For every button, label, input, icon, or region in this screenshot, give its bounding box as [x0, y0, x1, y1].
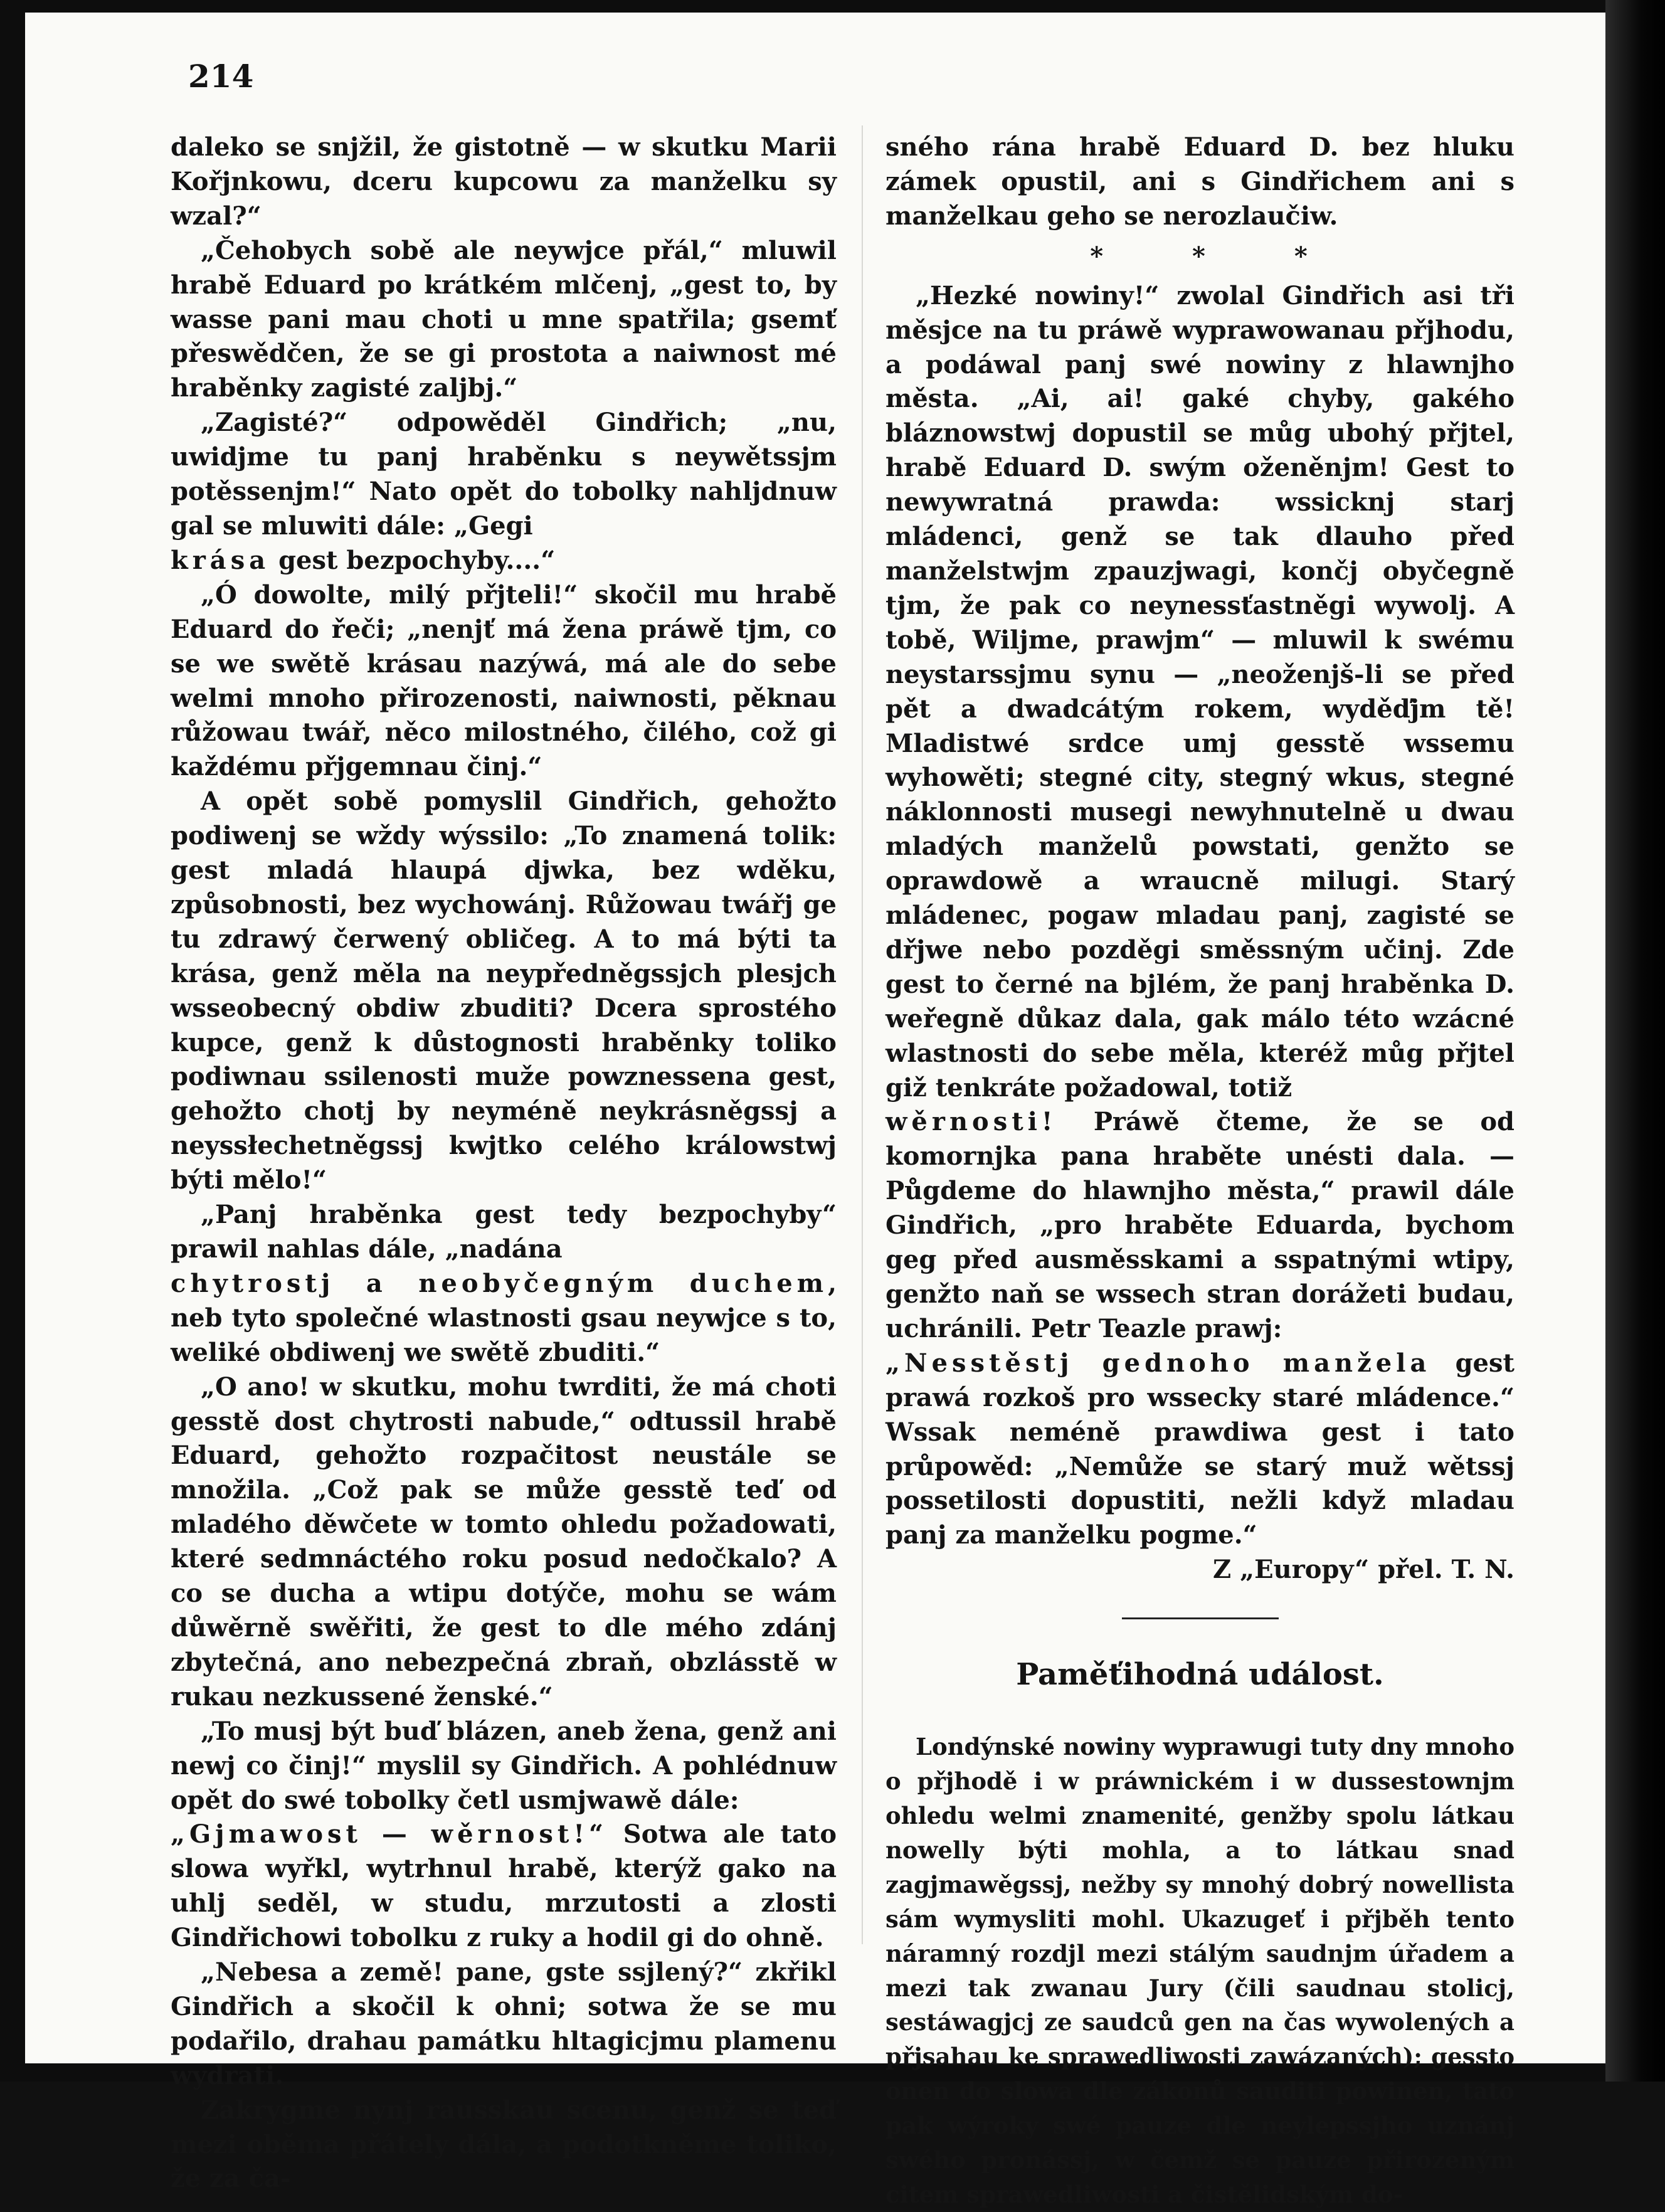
page-number: 214 — [188, 58, 254, 95]
paragraph — [885, 130, 1514, 234]
paragraph-text: Zakrygme nynj rausskau scenu, genž se teď mezi oběma přátely dála, a podotkněme toliko, že za ča- — [171, 2095, 837, 2194]
left-column — [171, 130, 837, 2196]
paragraph — [171, 1818, 837, 1955]
paragraph — [171, 234, 837, 406]
spaced-emphasis: „Nesstěstj gednoho manžela — [885, 1348, 1431, 1378]
right-column-body — [885, 130, 1514, 234]
right-column-continued — [885, 279, 1514, 1553]
spaced-emphasis: krása — [171, 545, 270, 575]
paragraph — [171, 1198, 837, 1267]
spaced-emphasis: chytrostj a neobyčegným duchem — [171, 1268, 828, 1298]
paragraph-text: Sotwa ale tato slowa wyřkl, wytrhnul hrabě, kterýž gako na uhlj seděl, w studu, mrzutosti a zlosti Gindřichowi tobolku z ruky a hodil gi do ohně. — [171, 1819, 837, 1953]
column-divider — [862, 125, 863, 1944]
paragraph — [171, 544, 837, 578]
paragraph-text: A opět sobě pomyslil Gindřich, gehožto podiwenj se wždy wýssilo: „To znamená tolik: gest mladá hlaupá djwka, bez wděku, způsobnosti, bez wychowánj. Růžowau twářj ge tu zdrawý čerwený obličeg. A to má býti ta krása, genž měla na neypředněgssjch plesjch wsseobecný obdiw zbuditi? Dcera sprostého kupce, genž k důstognosti hraběnky toliko podiwnau ssilenosti muže powznessena gest, gehožto chotj by neyméně neykrásněgssj a neyssłechetněgssj kwjtko celého králowstwj býti mělo!“ — [171, 786, 837, 1195]
paragraph — [171, 1715, 837, 1818]
paragraph — [171, 785, 837, 1198]
paragraph-text: „Nebesa a země! pane, gste ssjlený?“ zkřikl Gindřich a skočil k ohni; sotwa že se mu podařilo, drahau památku hltagicjmu plamenu wydrati. — [171, 1957, 837, 2090]
paragraph — [171, 1370, 837, 1715]
article-signature: Z „Europy“ přel. T. N. — [1213, 1555, 1514, 1585]
paragraph — [171, 1955, 837, 2093]
paragraph — [171, 578, 837, 785]
paragraph-text: sného rána hrabě Eduard D. bez hluku zámek opustil, ani s Gindřichem ani s manželkau geho se nerozlaučiw. — [885, 132, 1514, 231]
paragraph — [885, 1105, 1514, 1346]
paragraph — [171, 130, 837, 234]
paragraph — [171, 406, 837, 544]
paragraph-text: „Panj hraběnka gest tedy bezpochyby“ prawil nahlas dále, „nadána — [171, 1200, 837, 1264]
section-separator-stars: * * * — [1090, 241, 1348, 271]
section-rule — [1122, 1617, 1279, 1619]
paragraph-text: daleko se snjžil, že gistotně — w skutku Marii Kořjnkowu, dceru kupcowu za manželku sy wzal?“ — [171, 132, 837, 231]
paragraph-text: „Zagisté?“ odpowěděl Gindřich; „nu, uwidjme tu panj hraběnku s neywětssjm potěssenjm!“ Nato opět do tobolky nahljdnuw gal se mluwiti dále: „Gegi — [171, 408, 837, 541]
paragraph-text: „Čehobych sobě ale neywjce přál,“ mluwil hrabě Eduard po krátkém mlčenj, „gest to, by wasse pani mau choti u mne spatřila; gsemť přeswědčen, že se gi prostota a naiwnost mé hraběnky zagisté zaljbj.“ — [171, 235, 837, 403]
paragraph-text: „To musj být buď blázen, aneb žena, genž ani newj co činj!“ myslil sy Gindřich. A pohlédnuw opět do swé tobolky četl usmjwawě dále: — [171, 1716, 837, 1815]
paragraph-text: gest prawá rozkoš pro wssecky staré mládence.“ Wssak neméně prawdiwa gest i tato průpowěd: „Nemůže se starý muž wětssj possetilosti dopustiti, nežli když mladau panj za manželku pogme.“ — [885, 1348, 1514, 1550]
paragraph — [171, 1267, 837, 1370]
spaced-emphasis: wěrnosti! — [885, 1107, 1057, 1137]
section-body: Londýnské nowiny wyprawugi tuty dny mnoho o přjhodě i w práwnickém i w dussestownjm ohledu welmi znamenité, genžby spolu látkau nowelly býti mohla, a to látkau snad zagjmawěgssj, nežby sy mnohý dobrý nowellista sám wymysliti mohl. Ukazugeť i přjběh tento náramný rozdjl mezi stálým saudnjm úřadem a mezi tak zwanau Jury (čili saudnau stolicj, sestáwagjcj ze saudců gen na čas wywolených a přjsahau ke sprawedliwosti zawázaných); gessto onen do slowa dle zákonů sauditi powinen, tato pak wýroky swé pauze dle neylepssjho uznánj swého pronássj, w čemž se pauze přirozeným citem sprawedliwosti a čistělidským do- — [885, 1733, 1514, 2208]
paragraph-text: , neb tyto společné wlastnosti gsau neywjce s to, weliké obdiwenj we swětě zbuditi.“ — [171, 1268, 837, 1367]
paragraph — [171, 2093, 837, 2197]
paragraph-text: Práwě čteme, že se od komornjka pana hraběte unésti dala. — Půgdeme do hlawnjho města,“ prawil dále Gindřich, „pro hraběte Eduarda, bychom geg před ausměsskami a sspatnými wtipy, genžto naň se wssech stran dorážeti budau, uchránili. Petr Teazle prawj: — [885, 1107, 1514, 1343]
paragraph — [885, 1347, 1514, 1553]
paragraph — [885, 279, 1514, 1106]
section-title: Paměťihodná událost. — [1016, 1657, 1384, 1693]
adjacent-page-edge — [1605, 0, 1665, 2082]
spaced-emphasis: „Gjmawost — wěrnost!“ — [171, 1819, 608, 1850]
paragraph-text: „O ano! w skutku, mohu twrditi, že má choti gesstě dost chytrosti nabude,“ odtussil hrabě Eduard, gehožto rozpačitost neustále se množila. „Což pak se může gesstě teď od mladého děwčete w tomto ohledu požadowati, které sedmnáctého roku posud nedočkalo? A co se ducha a wtipu dotýče, mohu se wám důwěrně swěřiti, že gest to dle mého zdánj zbytečná, ano nebezpečná zbraň, obzlásstě w rukau nezkussené ženské.“ — [171, 1372, 837, 1712]
paragraph-text: gest bezpochyby....“ — [270, 545, 556, 575]
paragraph-text: „Ó dowolte, milý přjteli!“ skočil mu hrabě Eduard do řeči; „nenjť má žena práwě tjm, co se we swětě krásau nazýwá, má ale do sebe welmi mnoho přirozenosti, naiwnosti, pěknau růžowau twář, něco milostného, čilého, což gi každému přjgemnau činj.“ — [171, 579, 837, 782]
right-column — [885, 130, 1514, 2212]
paragraph-text: „Hezké nowiny!“ zwolal Gindřich asi tři měsjce na tu práwě wyprawowanau přjhodu, a podáwal panj swé nowiny z hlawnjho města. „Ai, ai! gaké chyby, gakého bláznowstwj dopustil se můg ubohý přjtel, hrabě Eduard D. swým oženěnjm! Gest to newywratná prawda: wssicknj starj mládenci, genž se tak dlauho před manželstwjm zpauzjwagi, končj obyčegně tjm, že pak co neynessťastněgi wywolj. A tobě, Wiljme, prawjm“ — mluwil k swému neystarssjmu synu — „neoženjš-li se před pět a dwadcátým rokem, wyděďjm tě! Mladistwé srdce umj gesstě wssemu wyhowěti; stegné city, stegný wkus, stegné náklonnosti musegi newyhnutelně u dwau mladých manželů powstati, genžto se oprawdowě a wraucně milugi. Starý mládenec, pogaw mladau panj, zagisté se dřjwe nebo pozděgi směssným učinj. Zde gest to černé na bjlém, že panj hraběnka D. weřegně důkaz dala, gak málo této wzácné wlastnosti do sebe měla, kteréž můg přjtel giž tenkráte požadowal, totiž — [885, 280, 1514, 1103]
